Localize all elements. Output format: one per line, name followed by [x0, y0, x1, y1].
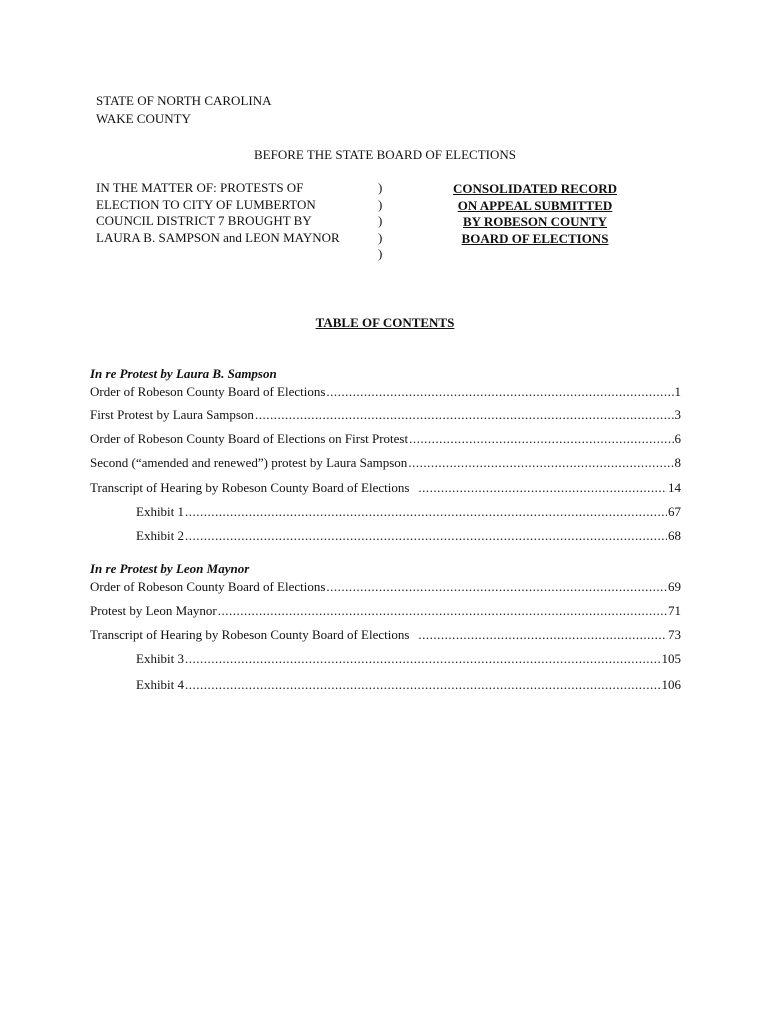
toc-entry[interactable] [90, 383, 681, 401]
toc-entry[interactable] [136, 650, 681, 668]
leader-dots [409, 430, 673, 448]
county-line: WAKE COUNTY [96, 111, 191, 126]
leader-dots [418, 479, 667, 497]
toc-entry[interactable] [136, 503, 681, 521]
toc-entry[interactable] [90, 578, 681, 596]
caption-line: CONSOLIDATED RECORD [452, 181, 618, 196]
toc-entry-page: 8 [674, 455, 681, 470]
board-heading: BEFORE THE STATE BOARD OF ELECTIONS [254, 147, 516, 162]
matter-line: IN THE MATTER OF: PROTESTS OF [96, 180, 304, 195]
toc-entry-label: Transcript of Hearing by Robeson County Board of Elections [90, 627, 410, 642]
toc-title: TABLE OF CONTENTS [315, 315, 455, 330]
paren: ) [378, 196, 383, 212]
toc-entry-page: 106 [661, 677, 681, 692]
toc-entry-label: Order of Robeson County Board of Elections [90, 579, 326, 594]
leader-dots [408, 454, 673, 472]
leader-dots [326, 578, 667, 596]
toc-entry[interactable] [90, 479, 681, 497]
leader-dots [326, 383, 673, 401]
toc-entry-page: 3 [674, 407, 681, 422]
toc-entry-page: 105 [661, 651, 681, 666]
paren: ) [378, 213, 383, 228]
state-county-block [96, 92, 272, 128]
toc-entry[interactable] [90, 430, 681, 448]
toc-entry-label: Exhibit 2 [136, 528, 185, 543]
toc-entry-label: First Protest by Laura Sampson [90, 407, 254, 422]
section-heading: In re Protest by Leon Maynor [90, 561, 250, 576]
toc-entry-label: Exhibit 1 [136, 504, 185, 519]
paren: ) [378, 229, 383, 245]
paren: ) [378, 246, 383, 261]
toc-entry-page: 73 [668, 627, 681, 642]
toc-entry[interactable] [90, 454, 681, 472]
toc-entry[interactable] [90, 626, 681, 644]
leader-dots [185, 503, 667, 521]
toc-entry-page: 71 [668, 603, 681, 618]
toc-entry-label: Exhibit 4 [136, 677, 185, 692]
toc-entry[interactable] [136, 676, 681, 694]
caption-parentheses [378, 180, 382, 263]
leader-dots [418, 626, 667, 644]
toc-entry-label: Protest by Leon Maynor [90, 603, 217, 618]
toc-entry[interactable] [90, 602, 681, 620]
leader-dots [185, 650, 660, 668]
paren: ) [378, 180, 383, 195]
toc-entry-page: 67 [668, 504, 681, 519]
matter-line: LAURA B. SAMPSON and LEON MAYNOR [96, 229, 340, 245]
toc-entry[interactable] [90, 406, 681, 424]
leader-dots [255, 406, 674, 424]
caption-line: BOARD OF ELECTIONS [461, 230, 609, 246]
matter-line: COUNCIL DISTRICT 7 BROUGHT BY [96, 213, 312, 228]
toc-entry-page: 68 [668, 528, 681, 543]
leader-dots [218, 602, 667, 620]
section-heading: In re Protest by Laura B. Sampson [90, 366, 277, 381]
leader-dots [185, 676, 660, 694]
toc-entry-label: Order of Robeson County Board of Elections on First Protest [90, 431, 409, 446]
toc-entry-page: 6 [674, 431, 681, 446]
toc-entry-page: 69 [668, 579, 681, 594]
state-line: STATE OF NORTH CAROLINA [96, 93, 272, 108]
matter-line: ELECTION TO CITY OF LUMBERTON [96, 196, 316, 212]
toc-entry-label: Transcript of Hearing by Robeson County Board of Elections [90, 480, 410, 495]
toc-entry-page: 14 [668, 480, 681, 495]
caption-line: BY ROBESON COUNTY [463, 214, 607, 229]
leader-dots [185, 527, 667, 545]
caption-line: ON APPEAL SUBMITTED [457, 197, 613, 213]
toc-entry-label: Exhibit 3 [136, 651, 185, 666]
matter-block [96, 180, 376, 246]
toc-entry-label: Second (“amended and renewed”) protest by Laura Sampson [90, 455, 408, 470]
toc-entry[interactable] [136, 527, 681, 545]
toc-entry-label: Order of Robeson County Board of Elections [90, 384, 326, 399]
toc-entry-page: 1 [674, 384, 681, 399]
record-caption [430, 181, 640, 247]
